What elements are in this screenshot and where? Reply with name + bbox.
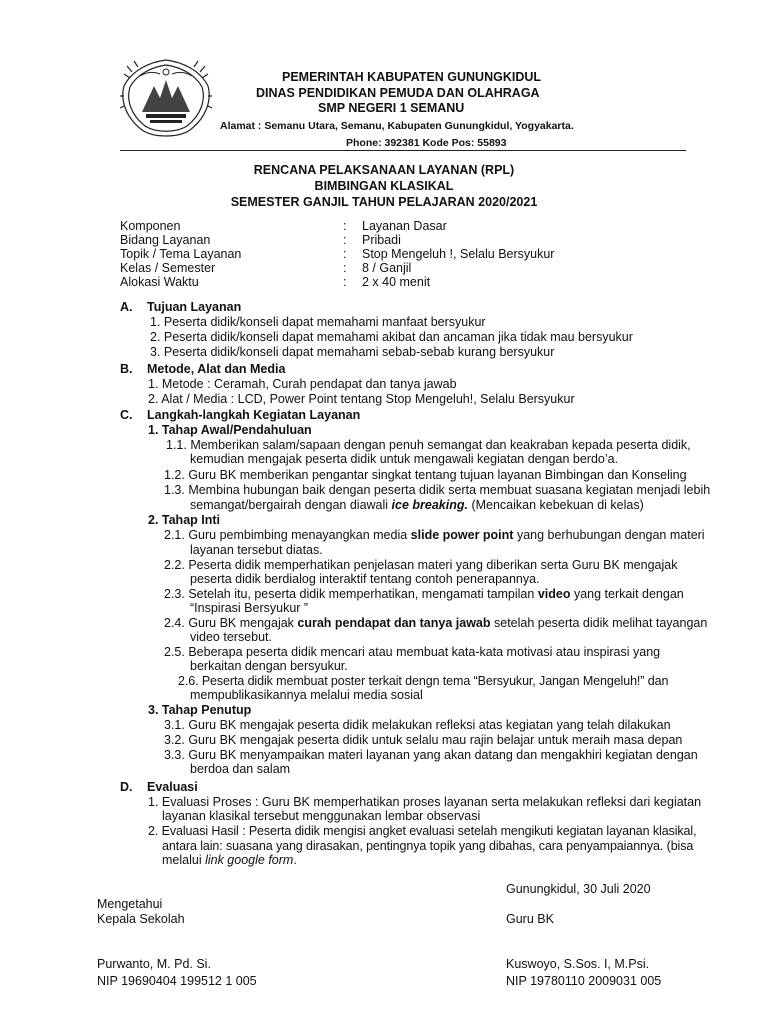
step-line: 2.2. Peserta didik memperhatikan penjelasan materi yang diberikan serta Guru BK mengajak — [164, 558, 678, 572]
stage-heading: 2. Tahap Inti — [148, 513, 220, 527]
stage-heading: 3. Tahap Penutup — [148, 703, 252, 717]
step-line: peserta didik berdialog interaktif tentang contoh penerapannya. — [190, 572, 540, 586]
counselor-name: Kuswoyo, S.Sos. I, M.Psi. — [506, 957, 650, 971]
info-sep: : — [343, 233, 347, 247]
step-line: 2.4. Guru BK mengajak curah pendapat dan tanya jawab setelah peserta didik melihat tayangan — [164, 616, 708, 630]
info-label: Topik / Tema Layanan — [120, 247, 242, 261]
list-item: 2. Peserta didik/konseli dapat memahami akibat dan ancaman jika tidak mau bersyukur — [150, 330, 633, 344]
step-line: 2.3. Setelah itu, peserta didik memperhatikan, mengamati tampilan video yang terkait dengan — [164, 587, 684, 601]
section-title-langkah: Langkah-langkah Kegiatan Layanan — [147, 408, 361, 422]
ice-breaking-term: ice breaking. — [391, 498, 468, 512]
section-title-metode: Metode, Alat dan Media — [147, 362, 286, 376]
step-line: 3.3. Guru BK menyampaikan materi layanan yang akan datang dan mengakhiri kegiatan dengan — [164, 748, 698, 762]
step-line: 1.2. Guru BK memberikan pengantar singkat tentang tujuan layanan Bimbingan dan Konseling — [164, 468, 687, 482]
info-sep: : — [343, 247, 347, 261]
step-line: 2.5. Beberapa peserta didik mencari atau membuat kata-kata motivasi atau inspirasi yang — [164, 645, 661, 659]
info-sep: : — [343, 261, 347, 275]
info-sep: : — [343, 219, 347, 233]
step-line: berkaitan dengan bersyukur. — [190, 659, 348, 673]
principal-role: Kepala Sekolah — [97, 912, 185, 926]
eval-line: melalui link google form. — [162, 853, 297, 867]
info-value: Layanan Dasar — [362, 219, 447, 233]
section-letter: A. — [120, 300, 133, 314]
info-value: Pribadi — [362, 233, 401, 247]
step-line: kemudian mengajak peserta didik untuk mengawali kegiatan dengan berdo’a. — [190, 452, 619, 466]
info-value: Stop Mengeluh !, Selalu Bersyukur — [362, 247, 555, 261]
section-letter: D. — [120, 780, 133, 794]
eval-line: 1. Evaluasi Proses : Guru BK memperhatikan proses layanan serta melakukan refleksi dari kegiatan — [148, 795, 702, 809]
eval-line: 2. Evaluasi Hasil : Peserta didik mengisi angket evaluasi setelah mengikuti kegiatan layanan klasikal, — [148, 824, 697, 838]
info-label: Kelas / Semester — [120, 261, 216, 275]
place-date: Gunungkidul, 30 Juli 2020 — [506, 882, 651, 896]
info-label: Bidang Layanan — [120, 233, 211, 247]
letterhead-address: Alamat : Semanu Utara, Semanu, Kabupaten Gunungkidul, Yogyakarta. — [220, 120, 574, 132]
step-line: layanan tersebut diatas. — [190, 543, 323, 557]
letterhead-divider — [120, 150, 686, 151]
google-form-link-text: link google form — [205, 853, 294, 867]
list-item: 2. Alat / Media : LCD, Power Point tentang Stop Mengeluh!, Selalu Bersyukur — [148, 392, 575, 406]
letterhead-phone: Phone: 392381 Kode Pos: 55893 — [346, 137, 507, 149]
section-letter: B. — [120, 362, 133, 376]
principal-nip: NIP 19690404 199512 1 005 — [97, 974, 257, 988]
section-title-tujuan: Tujuan Layanan — [147, 300, 242, 314]
info-value: 8 / Ganjil — [362, 261, 412, 275]
counselor-nip: NIP 19780110 2009031 005 — [506, 974, 662, 988]
letterhead-school: SMP NEGERI 1 SEMANU — [318, 101, 465, 115]
step-line: video tersebut. — [190, 630, 272, 644]
step-line: 3.1. Guru BK mengajak peserta didik melakukan refleksi atas kegiatan yang telah dilakukan — [164, 718, 671, 732]
doc-subtitle: BIMBINGAN KLASIKAL — [314, 179, 454, 193]
step-line: semangat/bergairah dengan diawali ice breaking. (Mencaikan kebekuan di kelas) — [190, 498, 644, 512]
info-label: Komponen — [120, 219, 181, 233]
eval-line: antara lain: suasana yang dirasakan, pentingnya topik yang dibahas, cara penyampaiannya. (bisa — [162, 839, 694, 853]
info-label: Alokasi Waktu — [120, 275, 199, 289]
step-line: berdoa dan salam — [190, 762, 291, 776]
section-title-evaluasi: Evaluasi — [147, 780, 198, 794]
list-item: 1. Metode : Ceramah, Curah pendapat dan tanya jawab — [148, 377, 457, 391]
letterhead-government: PEMERINTAH KABUPATEN GUNUNGKIDUL — [282, 70, 542, 84]
info-value: 2 x 40 menit — [362, 275, 431, 289]
step-line: 1.1. Memberikan salam/sapaan dengan penuh semangat dan keakraban kepada peserta didik, — [166, 438, 691, 452]
doc-title: RENCANA PELAKSANAAN LAYANAN (RPL) — [253, 163, 515, 177]
stage-heading: 1. Tahap Awal/Pendahuluan — [148, 423, 312, 437]
letterhead-department: DINAS PENDIDIKAN PEMUDA DAN OLAHRAGA — [256, 86, 540, 100]
principal-name: Purwanto, M. Pd. Si. — [97, 957, 211, 971]
doc-semester: SEMESTER GANJIL TAHUN PELAJARAN 2020/2021 — [230, 195, 538, 209]
counselor-role: Guru BK — [506, 912, 554, 926]
step-line: mempublikasikannya melalui media sosial — [190, 688, 423, 702]
section-letter: C. — [120, 408, 133, 422]
step-line: 2.1. Guru pembimbing menayangkan media slide power point yang berhubungan dengan materi — [164, 528, 705, 542]
step-line: 3.2. Guru BK mengajak peserta didik untuk selalu mau rajin belajar untuk meraih masa depan — [164, 733, 683, 747]
step-line: 1.3. Membina hubungan baik dengan peserta didik serta membuat suasana kegiatan menjadi lebih — [164, 483, 711, 497]
gunungkidul-emblem — [120, 56, 212, 140]
step-line: “Inspirasi Bersyukur ” — [190, 601, 309, 615]
step-line: 2.6. Peserta didik membuat poster terkait dengn tema “Bersyukur, Jangan Mengeluh!” dan — [178, 674, 669, 688]
eval-line: layanan klasikal tersebut menggunakan lembar observasi — [162, 809, 481, 823]
list-item: 1. Peserta didik/konseli dapat memahami manfaat bersyukur — [150, 315, 486, 329]
info-sep: : — [343, 275, 347, 289]
list-item: 3. Peserta didik/konseli dapat memahami sebab-sebab kurang bersyukur — [150, 345, 555, 359]
acknowledged-label: Mengetahui — [97, 897, 163, 911]
